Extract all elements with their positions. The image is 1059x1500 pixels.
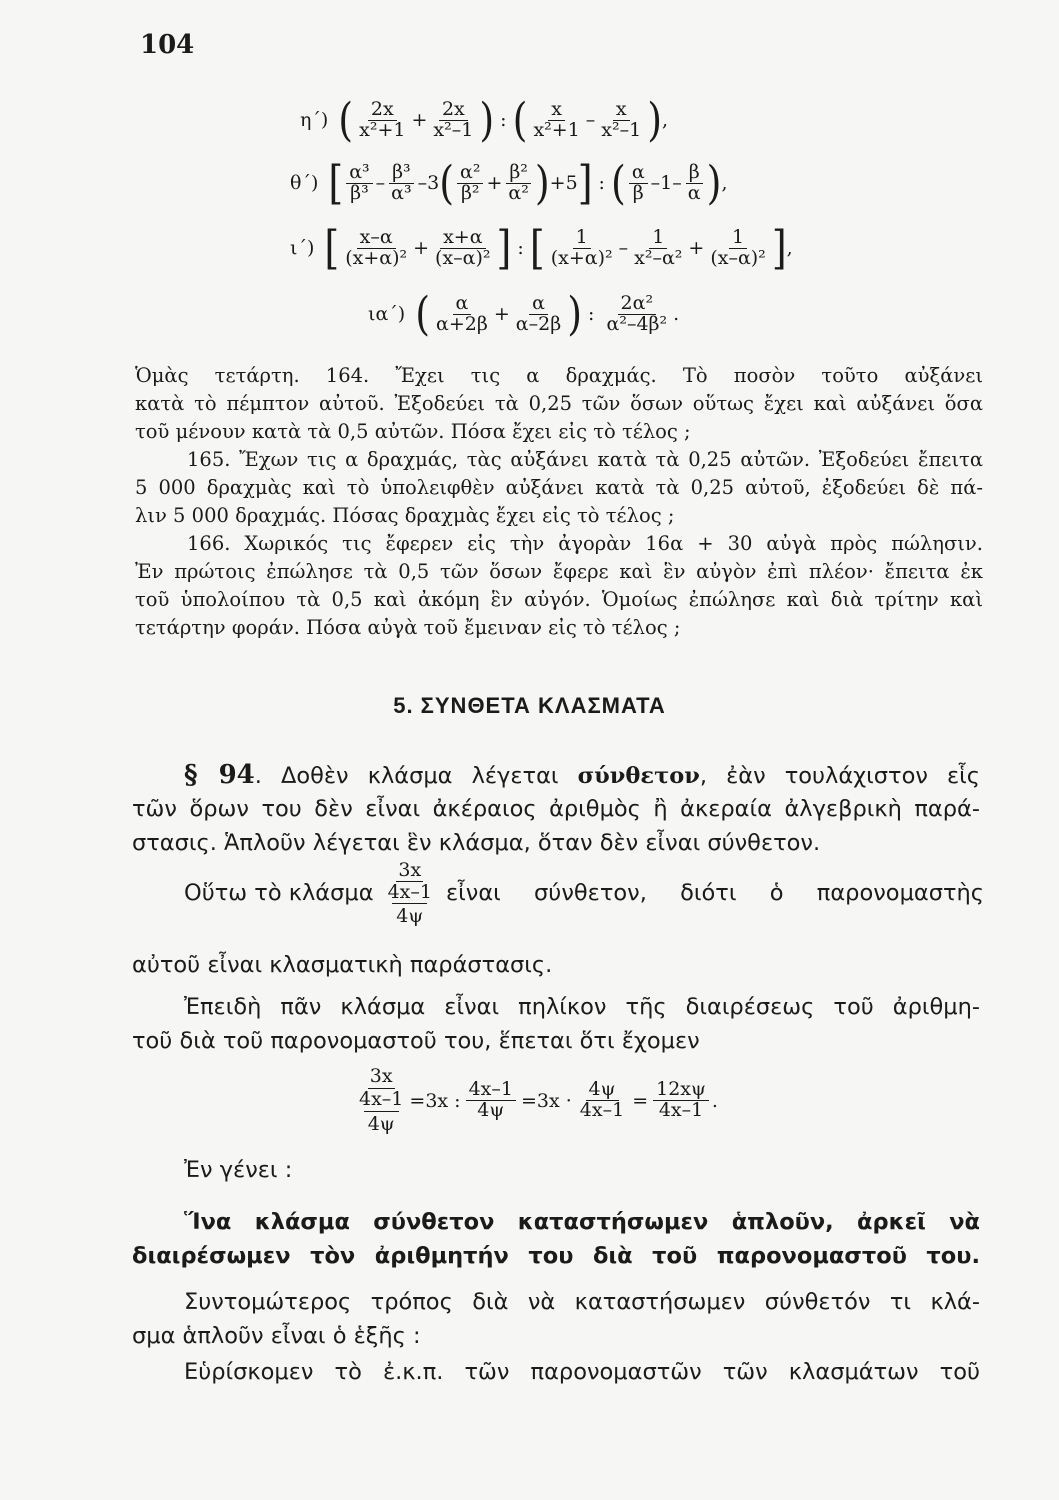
fraction: α² β²	[457, 163, 483, 204]
paragraph-shorter	[132, 1285, 980, 1353]
section-title: 5. ΣΥΝΘΕΤΑ ΚΛΑΣΜΑΤΑ	[393, 693, 666, 718]
text-line: τοῦ μένουν κατὰ τὰ 0,5 αὐτῶν. Πόσα ἔχει εἰς τὸ τέλος ;	[135, 420, 691, 443]
text-line: τῶν ὅρων του δὲν εἶναι ἀκέραιος ἀριθμὸς ἢ ἀκεραία ἀλγεβρικὴ παρά-	[132, 796, 980, 822]
exercise-label: η΄)	[300, 109, 329, 132]
fraction: $\frac{2x}{\text{x²–1}}$	[433, 98, 474, 141]
fraction: $\frac{12x\psi}{4x-1}$	[653, 1080, 709, 1121]
fraction: 2α² α²–4β²	[606, 292, 668, 335]
text-line: διαιρέσωμεν τὸν ἀριθμητήν του διὰ τοῦ παρονομαστοῦ του.	[132, 1243, 980, 1269]
text-line: § 94. Δοθὲν κλάσμα λέγεται σύνθετον, ἐὰν τουλάχιστον εἷς	[184, 760, 980, 790]
text-line: 5 000 δραχμὰς καὶ τὸ ὑπολειφθὲν αὐξάνει κατὰ τὰ 0,25 αὐτοῦ, ἐξοδεύει δὲ πά-	[135, 476, 983, 499]
fraction: β α	[685, 163, 704, 204]
text-line: Ἵνα κλάσμα σύνθετον καταστήσωμεν ἁπλοῦν, ἀρκεῖ νὰ	[184, 1209, 980, 1235]
compound-fraction: 3x 4x–1 4ψ	[359, 1065, 404, 1135]
page-number: 104	[140, 30, 195, 60]
fraction: $\frac{\text{β²}}{\text{α²}}$	[505, 163, 531, 204]
fraction: α α+2β	[436, 292, 488, 335]
equation: 3x 4x–1 4ψ =3x : $\frac{4x-1}{4\psi}$ =3x · $\frac{4\psi}{4x-1}$ = $\frac{12x\psi}{4x-1}$ .	[355, 1066, 718, 1136]
text-line: λιν 5 000 δραχμάς. Πόσας δραχμὰς ἔχει εἰς τὸ τέλος ;	[135, 504, 675, 527]
text-line: 166. Χωρικός τις ἔφερεν εἰς τὴν ἀγορὰν 16α + 30 αὐγὰ πρὸς πώλησιν.	[187, 532, 983, 555]
paragraph-since	[132, 990, 980, 1058]
fraction: $\frac{x+\alpha}{\text{(x–α)²}}$	[435, 226, 491, 269]
in-general: Ἐν γένει :	[184, 1157, 293, 1183]
text-line: Ἐπειδὴ πᾶν κλάσμα εἶναι πηλίκον τῆς διαιρέσεως τοῦ ἀριθμη-	[184, 994, 980, 1020]
exercise-label: θ΄)	[290, 172, 319, 195]
text-line: Ἐν πρώτοις ἐπώλησε τὰ 0,5 τῶν ὅσων ἔφερε καὶ ἓν αὐγὸν ἐπὶ πλέον· ἔπειτα ἐκ	[135, 560, 983, 583]
fraction: 1 (x+α)²	[550, 226, 613, 269]
text-line: τοῦ διὰ τοῦ παρονομαστοῦ του, ἕπεται ὅτι ἔχομεν	[132, 1028, 700, 1054]
fraction: β³ α³	[388, 163, 414, 204]
text-line: Εὑρίσκομεν τὸ ἐ.κ.π. τῶν παρονομαστῶν τῶν κλασμάτων τοῦ	[184, 1359, 980, 1385]
exercise-theta: θ΄) [ α³ β³ – β³ α³ –3 ( α² β² + $\frac{\text{β²}}{\text{α²}}$ ) +5 ] : ( α β –1– β α ) ,	[290, 157, 728, 210]
paragraph-find	[132, 1355, 980, 1389]
paren: (	[338, 94, 354, 147]
text-line: κατὰ τὸ πέμπτον αὐτοῦ. Ἐξοδεύει τὰ 0,25 τῶν ὅσων οὕτως ἔχει καὶ αὐξάνει ὅσα	[135, 392, 983, 415]
text-line: τετάρτην φοράν. Πόσα αὐγὰ τοῦ ἔμειναν εἰς τὸ τέλος ;	[135, 616, 681, 639]
text-line: αὐτοῦ εἶναι κλασματικὴ παράστασις.	[132, 952, 553, 978]
fraction: $\frac{4\psi}{4x-1}$	[579, 1078, 625, 1122]
compound-fraction: 3x 4x–1 4ψ	[387, 859, 432, 927]
rule-statement	[132, 1205, 980, 1273]
text-line: 165. Ἔχων τις α δραχμάς, τὰς αὐξάνει κατὰ τὰ 0,25 αὐτῶν. Ἐξοδεύει ἔπειτα	[187, 448, 983, 471]
fraction: x x²–1	[601, 98, 642, 141]
term-compound: σύνθετον	[577, 763, 700, 789]
fraction: $\frac{1}{\text{(x–α)²}}$	[710, 226, 766, 269]
fraction: 1 x²–α²	[634, 226, 683, 269]
text-line: σμα ἁπλοῦν εἶναι ὁ ἑξῆς :	[132, 1323, 421, 1349]
paragraph-94	[132, 758, 980, 860]
fraction: x x²+1	[533, 98, 580, 141]
fraction: α³ β³	[346, 163, 372, 204]
exercise-label: ια΄)	[368, 303, 406, 326]
fraction: 2x x²+1	[359, 98, 406, 141]
text-line: Συντομώτερος τρόπος διὰ νὰ καταστήσωμεν σύνθετόν τι κλά-	[184, 1289, 980, 1315]
section-sign: § 94	[184, 760, 255, 790]
example-continuation	[132, 948, 980, 982]
text-line: Ὁμὰς τετάρτη. 164. Ἔχει τις α δραχμάς. Τὸ ποσὸν τοῦτο αὐξάνει	[135, 364, 983, 387]
exercise-iota-alpha: ια΄) ( α α+2β + $\frac{\alpha}{\alpha-2\beta}$ ) : 2α² α²–4β² .	[368, 288, 680, 341]
text-line: στασις. Ἁπλοῦν λέγεται ἓν κλάσμα, ὅταν δὲν εἶναι σύνθετον.	[132, 830, 821, 856]
exercise-iota: ι΄) [ x–α (x+α)² + $\frac{x+\alpha}{\text{(x–α)²}}$ ] : [ 1 (x+α)² – 1 x²–α² + $\frac{1}{\text{(x–α)²}}$ ] ,	[290, 222, 793, 275]
fraction: x–α (x+α)²	[345, 226, 408, 269]
fraction: α β	[629, 163, 648, 204]
fraction: $\frac{4x-1}{4\psi}$	[466, 1080, 516, 1121]
example-line: Οὕτω τὸ κλάσμα 3x 4x–1 4ψ εἶναι σύνθετον, διότι ὁ παρονομαστὴς	[184, 859, 984, 927]
exercise-label: ι΄)	[290, 237, 315, 260]
fraction: $\frac{\alpha}{\alpha-2\beta}$	[515, 292, 562, 335]
text-line: τοῦ ὑπολοίπου τὰ 0,5 καὶ ἀκόμη ἓν αὐγόν. Ὁμοίως ἐπώλησε καὶ διὰ τρίτην καὶ	[135, 588, 983, 611]
problems-group-4	[135, 362, 983, 642]
exercise-eta: η΄) ( 2x x²+1 + $\frac{2x}{\text{x²–1}}$ ) : ( x x²+1 – x x²–1 ) ,	[300, 94, 669, 147]
